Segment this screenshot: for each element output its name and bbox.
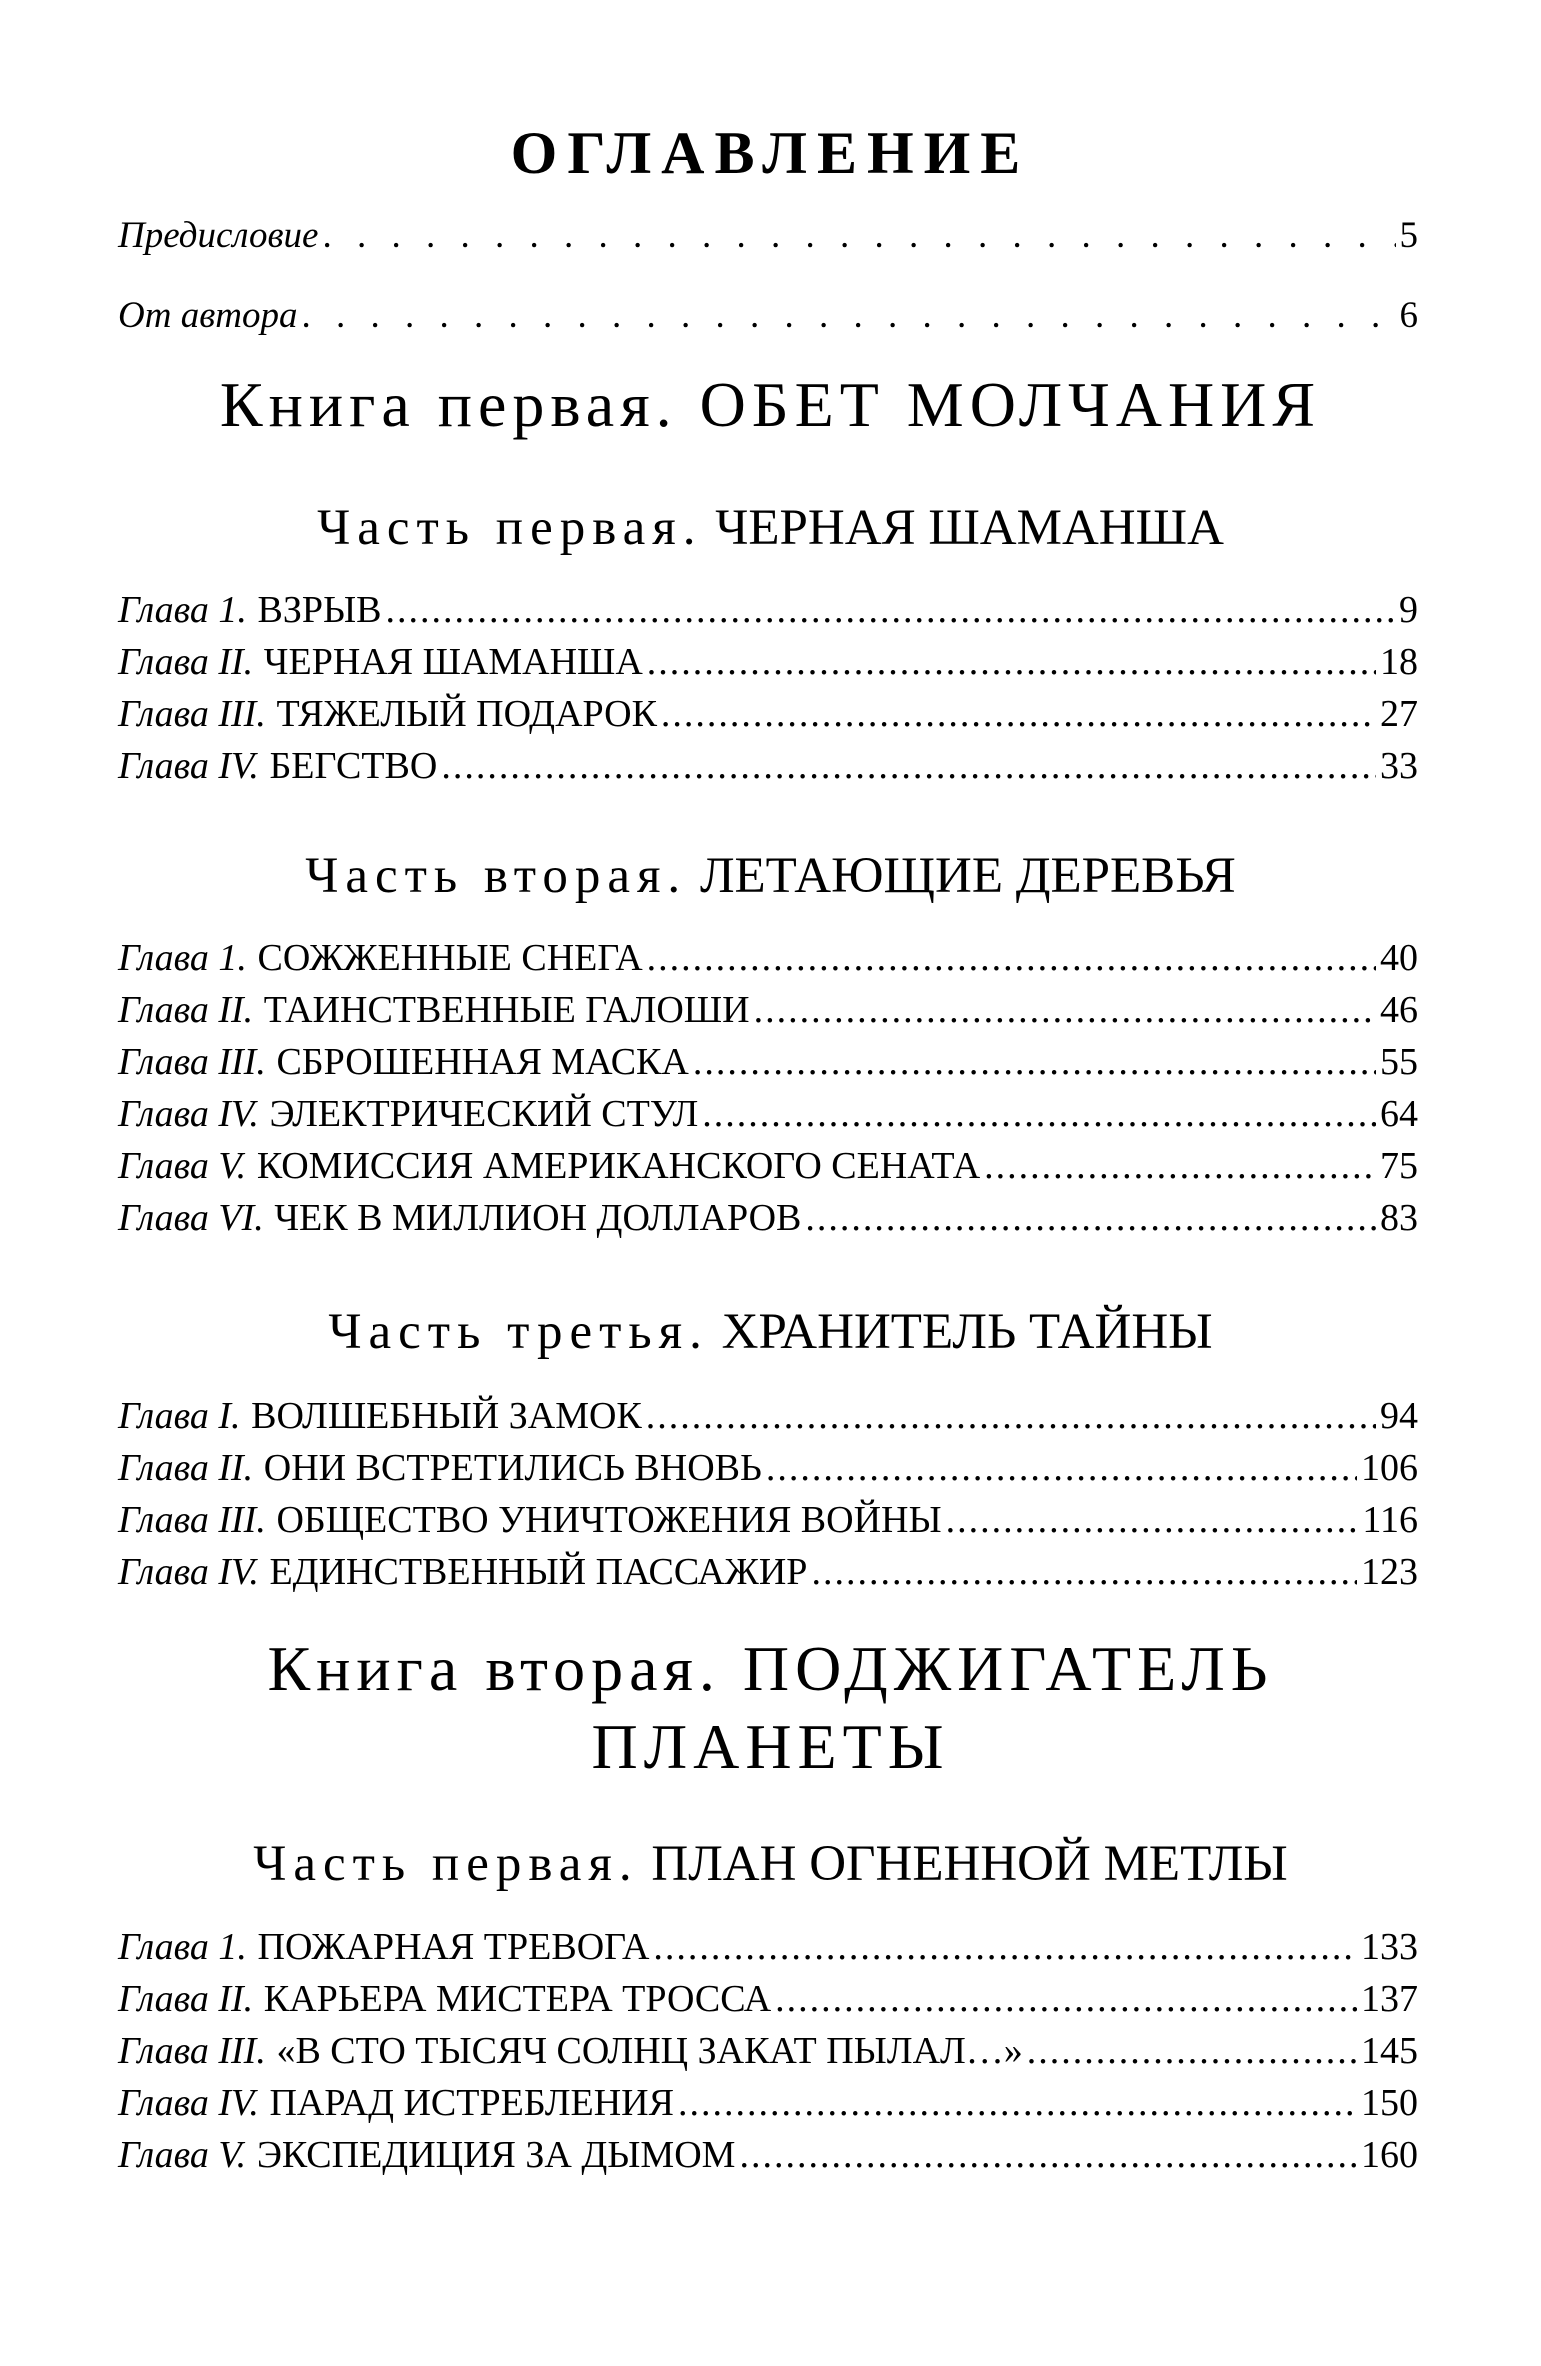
book-one-heading: Книга первая. ОБЕТ МОЛЧАНИЯ: [219, 369, 1322, 440]
chapter-title: «В СТО ТЫСЯЧ СОЛНЦ ЗАКАТ ПЫЛАЛ…»: [276, 2030, 1023, 2072]
toc-entry-chapter[interactable]: [118, 1495, 1418, 1545]
chapter-title: ПАРАД ИСТРЕБЛЕНИЯ: [269, 2082, 674, 2124]
page-number: 18: [1380, 641, 1418, 683]
part-label: Часть вторая.: [305, 848, 688, 904]
chapter-title: ЕДИНСТВЕННЫЙ ПАССАЖИР: [269, 1551, 808, 1593]
chapter-label: Глава V.: [118, 2134, 247, 2176]
chapter-title: ВОЛШЕБНЫЙ ЗАМОК: [251, 1395, 642, 1437]
chapter-label: Глава I.: [118, 1395, 241, 1437]
part-title: ЛЕТАЮЩИЕ ДЕРЕВЬЯ: [699, 848, 1236, 904]
toc-entry-chapter[interactable]: [118, 1974, 1418, 2024]
page-number: 145: [1361, 2030, 1418, 2072]
page-number: 33: [1380, 745, 1418, 787]
chapter-title: ЧЕК В МИЛЛИОН ДОЛЛАРОВ: [274, 1197, 802, 1239]
book-two-heading-line1: Книга вторая. ПОДЖИГАТЕЛЬ: [267, 1633, 1274, 1704]
chapter-label: Глава III.: [118, 1499, 266, 1541]
dot-leader: [754, 985, 1376, 1035]
toc-entry-chapter[interactable]: [118, 585, 1418, 635]
chapter-label: Глава 1.: [118, 589, 247, 631]
dot-leader: [946, 1495, 1359, 1545]
page-number: 94: [1380, 1395, 1418, 1437]
chapter-label: Глава IV.: [118, 745, 259, 787]
dot-leader: [301, 294, 1395, 338]
part-label: Часть первая.: [317, 500, 703, 556]
toc-entry-chapter[interactable]: [118, 741, 1418, 791]
part-label: Часть третья.: [328, 1304, 709, 1360]
book1-part1-heading: [0, 498, 1541, 558]
toc-entry-chapter[interactable]: [118, 933, 1418, 983]
dot-leader: [766, 1443, 1357, 1493]
part-title: ЧЕРНАЯ ШАМАНША: [715, 500, 1224, 556]
chapter-title: ВЗРЫВ: [257, 589, 382, 631]
dot-leader: [322, 214, 1395, 258]
dot-leader: [441, 741, 1376, 791]
toc-entry-chapter[interactable]: [118, 2026, 1418, 2076]
chapter-label: Глава II.: [118, 1978, 254, 2020]
toc-entry-chapter[interactable]: [118, 1547, 1418, 1597]
book-two-heading-line2: ПЛАНЕТЫ: [591, 1711, 950, 1782]
dot-leader: [647, 637, 1376, 687]
dot-leader: [984, 1141, 1376, 1191]
chapter-title: ОБЩЕСТВО УНИЧТОЖЕНИЯ ВОЙНЫ: [276, 1499, 942, 1541]
chapter-title: БЕГСТВО: [269, 745, 438, 787]
page-number: 5: [1399, 215, 1418, 256]
chapter-title: КОМИССИЯ АМЕРИКАНСКОГО СЕНАТА: [256, 1145, 981, 1187]
chapter-label: Глава III.: [118, 1041, 266, 1083]
toc-entry-chapter[interactable]: [118, 1922, 1418, 1972]
page-number: 150: [1361, 2082, 1418, 2124]
chapter-title: ЧЕРНАЯ ШАМАНША: [263, 641, 643, 683]
page-number: 123: [1361, 1551, 1418, 1593]
chapter-title: СБРОШЕННАЯ МАСКА: [276, 1041, 689, 1083]
dot-leader: [386, 585, 1395, 635]
chapter-label: Глава IV.: [118, 2082, 259, 2124]
toc-entry-preface[interactable]: [118, 214, 1418, 258]
dot-leader: [805, 1193, 1376, 1243]
chapter-label: Глава VI.: [118, 1197, 264, 1239]
part-label: Часть первая.: [253, 1836, 639, 1892]
dot-leader: [646, 1391, 1376, 1441]
chapter-label: Глава II.: [118, 641, 254, 683]
page-number: 75: [1380, 1145, 1418, 1187]
toc-entry-chapter[interactable]: [118, 1089, 1418, 1139]
dot-leader: [647, 933, 1376, 983]
page-number: 9: [1399, 589, 1418, 631]
toc-entry-from-author[interactable]: [118, 294, 1418, 338]
chapter-label: Глава IV.: [118, 1551, 259, 1593]
chapter-label: Глава III.: [118, 2030, 266, 2072]
part-title: ХРАНИТЕЛЬ ТАЙНЫ: [721, 1304, 1213, 1360]
toc-entry-chapter[interactable]: [118, 2130, 1418, 2180]
dot-leader: [693, 1037, 1376, 1087]
part-title: ПЛАН ОГНЕННОЙ МЕТЛЫ: [651, 1836, 1288, 1892]
toc-entry-chapter[interactable]: [118, 1443, 1418, 1493]
chapter-title: СОЖЖЕННЫЕ СНЕГА: [257, 937, 643, 979]
page-number: 40: [1380, 937, 1418, 979]
chapter-label: Глава IV.: [118, 1093, 259, 1135]
page-number: 6: [1399, 295, 1418, 336]
chapter-label: Глава II.: [118, 989, 254, 1031]
page-number: 46: [1380, 989, 1418, 1031]
page-title: ОГЛАВЛЕНИЕ: [510, 120, 1031, 186]
dot-leader: [775, 1974, 1357, 2024]
dot-leader: [739, 2130, 1357, 2180]
page-number: 64: [1380, 1093, 1418, 1135]
toc-entry-chapter[interactable]: [118, 637, 1418, 687]
toc-entry-chapter[interactable]: [118, 1193, 1418, 1243]
chapter-title: ЭЛЕКТРИЧЕСКИЙ СТУЛ: [269, 1093, 699, 1135]
dot-leader: [1027, 2026, 1357, 2076]
toc-entry-chapter[interactable]: [118, 2078, 1418, 2128]
dot-leader: [661, 689, 1376, 739]
dot-leader: [811, 1547, 1357, 1597]
chapter-label: Глава V.: [118, 1145, 247, 1187]
chapter-title: ЭКСПЕДИЦИЯ ЗА ДЫМОМ: [256, 2134, 736, 2176]
page-number: 133: [1361, 1926, 1418, 1968]
entry-title: От автора: [118, 295, 298, 336]
page-number: 106: [1361, 1447, 1418, 1489]
page-number: 116: [1362, 1499, 1418, 1541]
chapter-label: Глава 1.: [118, 937, 247, 979]
chapter-title: КАРЬЕРА МИСТЕРА ТРОССА: [263, 1978, 772, 2020]
toc-entry-chapter[interactable]: [118, 1037, 1418, 1087]
book1-part2-heading: [0, 846, 1541, 906]
book1-part3-heading: [0, 1302, 1541, 1362]
toc-entry-chapter[interactable]: [118, 985, 1418, 1035]
chapter-label: Глава III.: [118, 693, 266, 735]
page-number: 83: [1380, 1197, 1418, 1239]
chapter-label: Глава 1.: [118, 1926, 247, 1968]
dot-leader: [702, 1089, 1376, 1139]
page-number: 137: [1361, 1978, 1418, 2020]
chapter-title: ОНИ ВСТРЕТИЛИСЬ ВНОВЬ: [263, 1447, 762, 1489]
page-number: 160: [1361, 2134, 1418, 2176]
chapter-title: ТЯЖЕЛЫЙ ПОДАРОК: [276, 693, 657, 735]
toc-entry-chapter[interactable]: [118, 689, 1418, 739]
toc-entry-chapter[interactable]: [118, 1141, 1418, 1191]
chapter-title: ТАИНСТВЕННЫЕ ГАЛОШИ: [263, 989, 750, 1031]
page-number: 27: [1380, 693, 1418, 735]
chapter-title: ПОЖАРНАЯ ТРЕВОГА: [257, 1926, 650, 1968]
entry-title: Предисловие: [118, 215, 319, 256]
dot-leader: [653, 1922, 1357, 1972]
page-number: 55: [1380, 1041, 1418, 1083]
dot-leader: [678, 2078, 1357, 2128]
toc-entry-chapter[interactable]: [118, 1391, 1418, 1441]
book2-part1-heading: [0, 1834, 1541, 1894]
chapter-label: Глава II.: [118, 1447, 254, 1489]
